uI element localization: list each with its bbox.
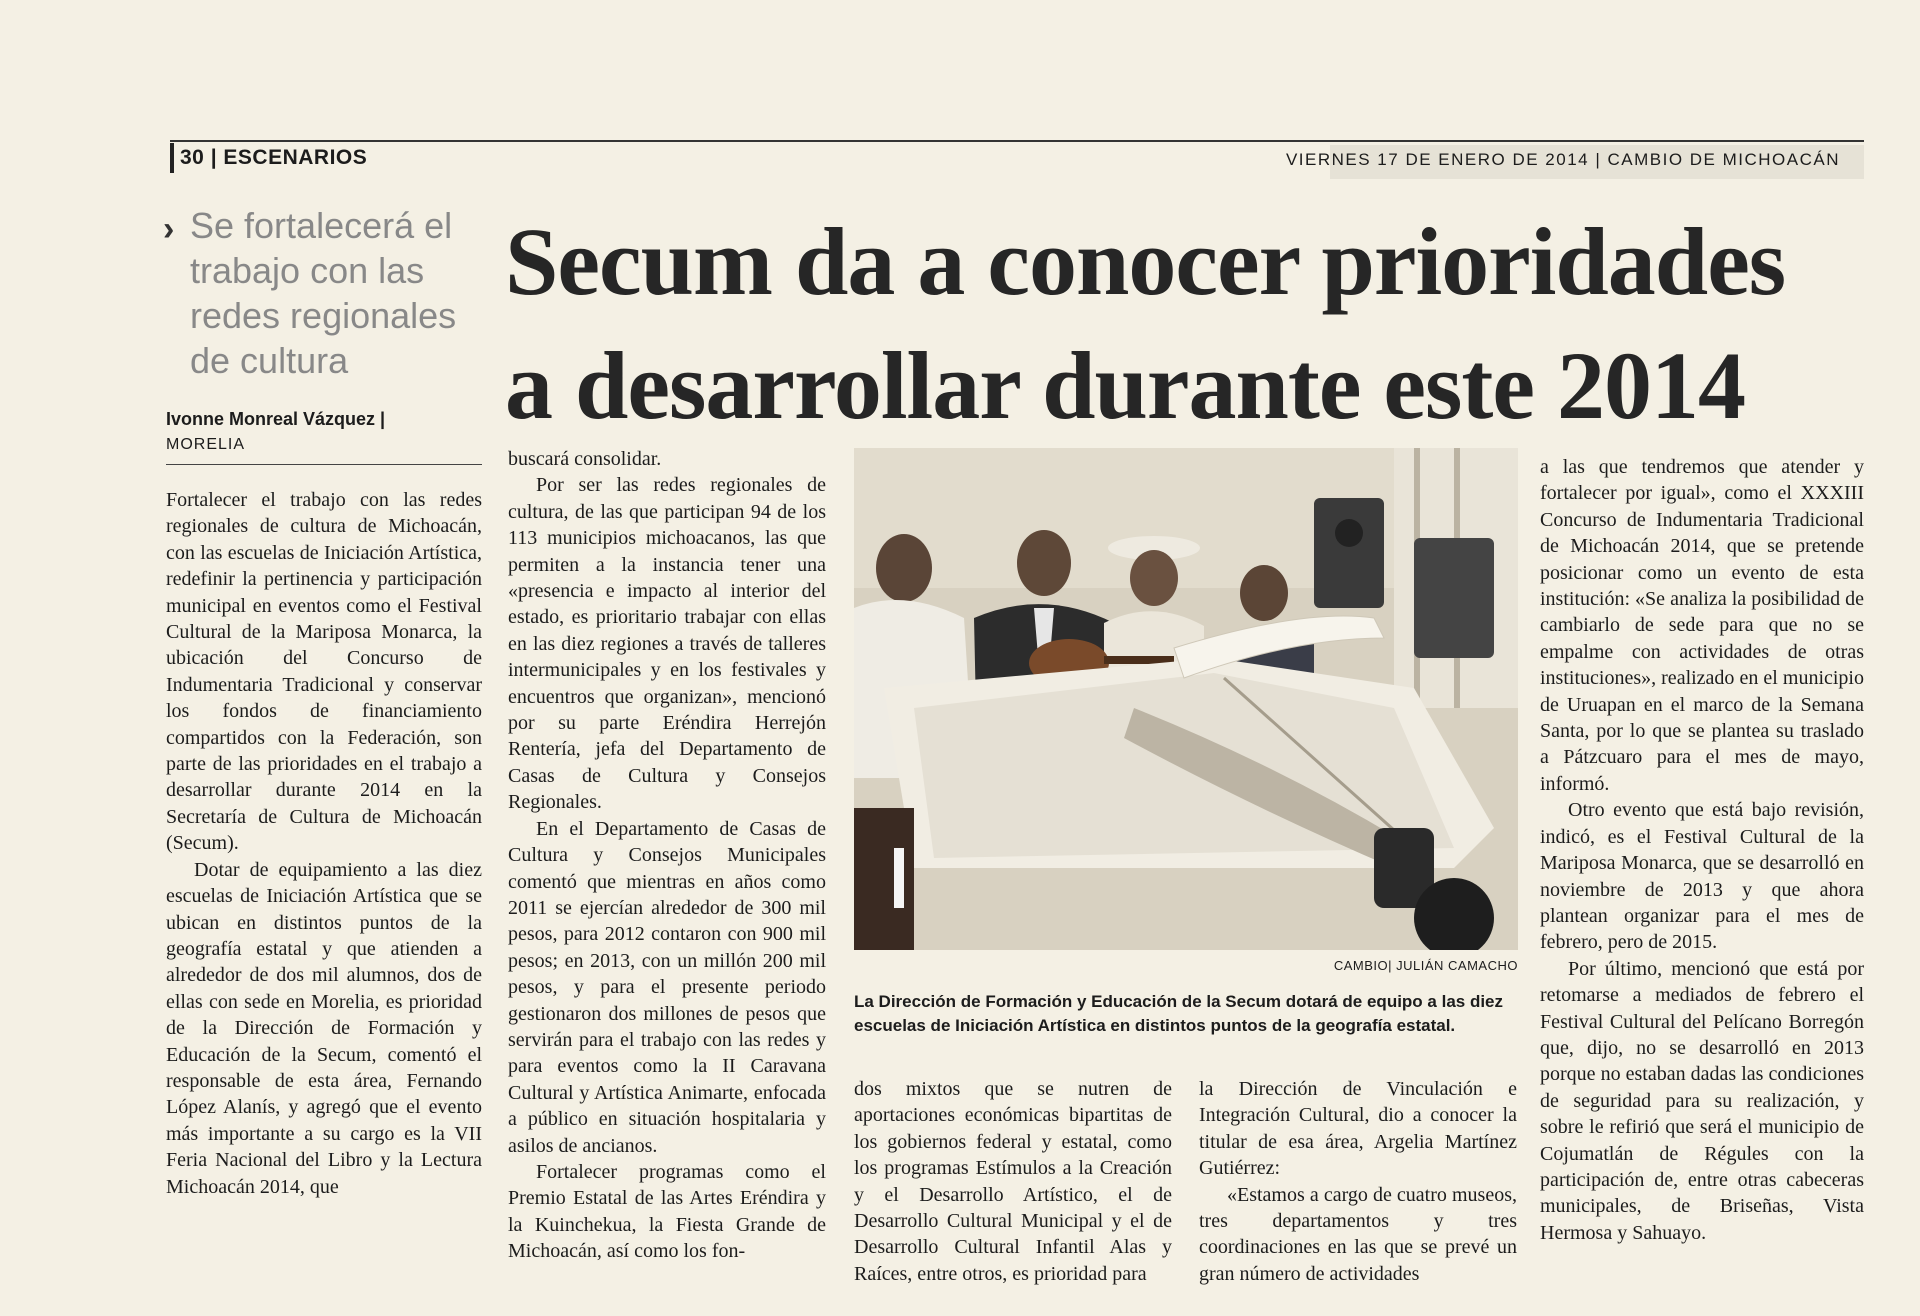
paragraph: «Estamos a cargo de cuatro museos, tres departamentos y tres coordinaciones en las que se prevé un gran número de actividades	[1199, 1183, 1517, 1285]
photo-caption: La Dirección de Formación y Educación de la Secum dotará de equipo a las diez escuelas de Iniciación Artística en distintos puntos de la geografía estatal.	[854, 992, 1504, 1035]
header-left-bar	[170, 143, 174, 173]
headline	[505, 200, 1865, 448]
headline-line-2: a desarrollar durante este 2014	[505, 332, 1745, 439]
dateline: VIERNES 17 DE ENERO DE 2014 | CAMBIO DE MICHOACÁN	[1285, 150, 1840, 169]
column-5	[1540, 454, 1864, 1246]
paragraph: Por ser las redes regionales de cultura, de las que participan 94 de los 113 municipios michoacanos, las que permiten a la instancia tener una «presencia e impacto al interior del estado, es prioritario trabajar con ellas en las diez regiones a través de talleres intermunicipales y en los festivales y encuentros que organizan», mencionó por su parte Eréndira Herrejón Rentería, jefa del Departamento de Casas de Cultura y Consejos Regionales.	[508, 474, 826, 814]
section-label: 30 | ESCENARIOS	[180, 146, 368, 169]
column-2	[508, 446, 826, 1265]
paragraph: Otro evento que está bajo revisión, indicó, es el Festival Cultural de la Mariposa Monarca, que se desarrolló en noviembre de 2013 y que ahora plantean organizar para el mes de febrero, pero de 2015.	[1540, 799, 1864, 954]
press-conference-photo	[854, 448, 1518, 950]
byline-rule	[166, 464, 482, 465]
kicker: Se fortalecerá el trabajo con las redes regionales de cultura	[190, 205, 457, 381]
paragraph: Fortalecer programas como el Premio Estatal de las Artes Eréndira y la Kuinchekua, la Fiesta Grande de Michoacán, así como los fon-	[508, 1160, 826, 1263]
paragraph: En el Departamento de Casas de Cultura y Consejos Municipales comentó que mientras en años como 2011 se ejercían alrededor de 300 mil pesos, para 2012 contaron con 900 mil pesos; en 2013, con un millón 200 mil pesos, y para el presente periodo gestionaron dos millones de pesos que servirán para el trabajo con las redes y para eventos como la II Caravana Cultural y Artística Animarte, enfocada a público en situación hospitalaria y asilos de ancianos.	[508, 817, 826, 1157]
paragraph: dos mixtos que se nutren de aportaciones económicas bipartitas de los gobiernos federal y estatal, como los programas Estímulos a la Creación y el Desarrollo Artístico, el de Desarrollo Cultural Municipal y el de Desarrollo Cultural Infantil Alas y Raíces, entre otros, es prioridad para	[854, 1078, 1172, 1285]
byline-city: MORELIA	[166, 436, 246, 453]
kicker-arrow-icon: ›	[163, 210, 175, 248]
column-1	[166, 487, 482, 1200]
photo-illustration	[854, 448, 1518, 950]
paragraph: Dotar de equipamiento a las diez escuelas de Iniciación Artística que se ubican en distintos puntos de la geografía estatal y que atienden a alrededor de dos mil alumnos, dos de ellas con sede en Morelia, es prioridad de la Dirección de Formación y Educación de la Secum, comentó el responsable de esta área, Fernando López Alanís, y agregó que el evento más importante a su cargo es la VII Feria Nacional del Libro y la Lectura Michoacán 2014, que	[166, 858, 482, 1198]
column-3	[854, 1076, 1172, 1287]
header-rule	[170, 140, 1864, 142]
paragraph: a las que tendremos que atender y fortalecer por igual», como el XXXIII Concurso de Indumentaria Tradicional de Michoacán 2014, que se pretende posicionar como un evento de esta institución: «Se analiza la posibilidad de cambiarlo de sede para que no se empalme con actividades de otras instituciones», realizado en el municipio de Uruapan en el marco de la Semana Santa, por lo que se plantea su traslado a Pátzcuaro para el mes de mayo, informó.	[1540, 456, 1864, 795]
column-4	[1199, 1076, 1517, 1287]
photo-credit: CAMBIO| JULIÁN CAMACHO	[1333, 958, 1518, 973]
paragraph: la Dirección de Vinculación e Integración Cultural, dio a conocer la titular de esa área, Argelia Martínez Gutiérrez:	[1199, 1078, 1517, 1180]
paragraph: Fortalecer el trabajo con las redes regionales de cultura de Michoacán, con las escuelas de Iniciación Artística, redefinir la pertinencia y participación municipal en eventos como el Festival Cultural de la Mariposa Monarca, la ubicación del Concurso de Indumentaria Tradicional y conservar los fondos de financiamiento compartidos con la Federación, son parte de las prioridades en el trabajo a desarrollar durante 2014 en la Secretaría de Cultura de Michoacán (Secum).	[166, 489, 482, 855]
paragraph: Por último, mencionó que está por retomarse a mediados de febrero el Festival Cultural del Pelícano Borregón que, dijo, no se desarrolló en 2013 porque no estaban dadas las condiciones de seguridad para su realización, y sobre le refirió que será el municipio de Cojumatlán de Régules con la participación de, entre otras cabeceras municipales, de Briseñas, Vista Hermosa y Sahuayo.	[1540, 957, 1864, 1244]
byline-author: Ivonne Monreal Vázquez |	[166, 409, 386, 429]
headline-line-1: Secum da a conocer prioridades	[505, 208, 1786, 315]
paragraph: buscará consolidar.	[508, 448, 662, 470]
